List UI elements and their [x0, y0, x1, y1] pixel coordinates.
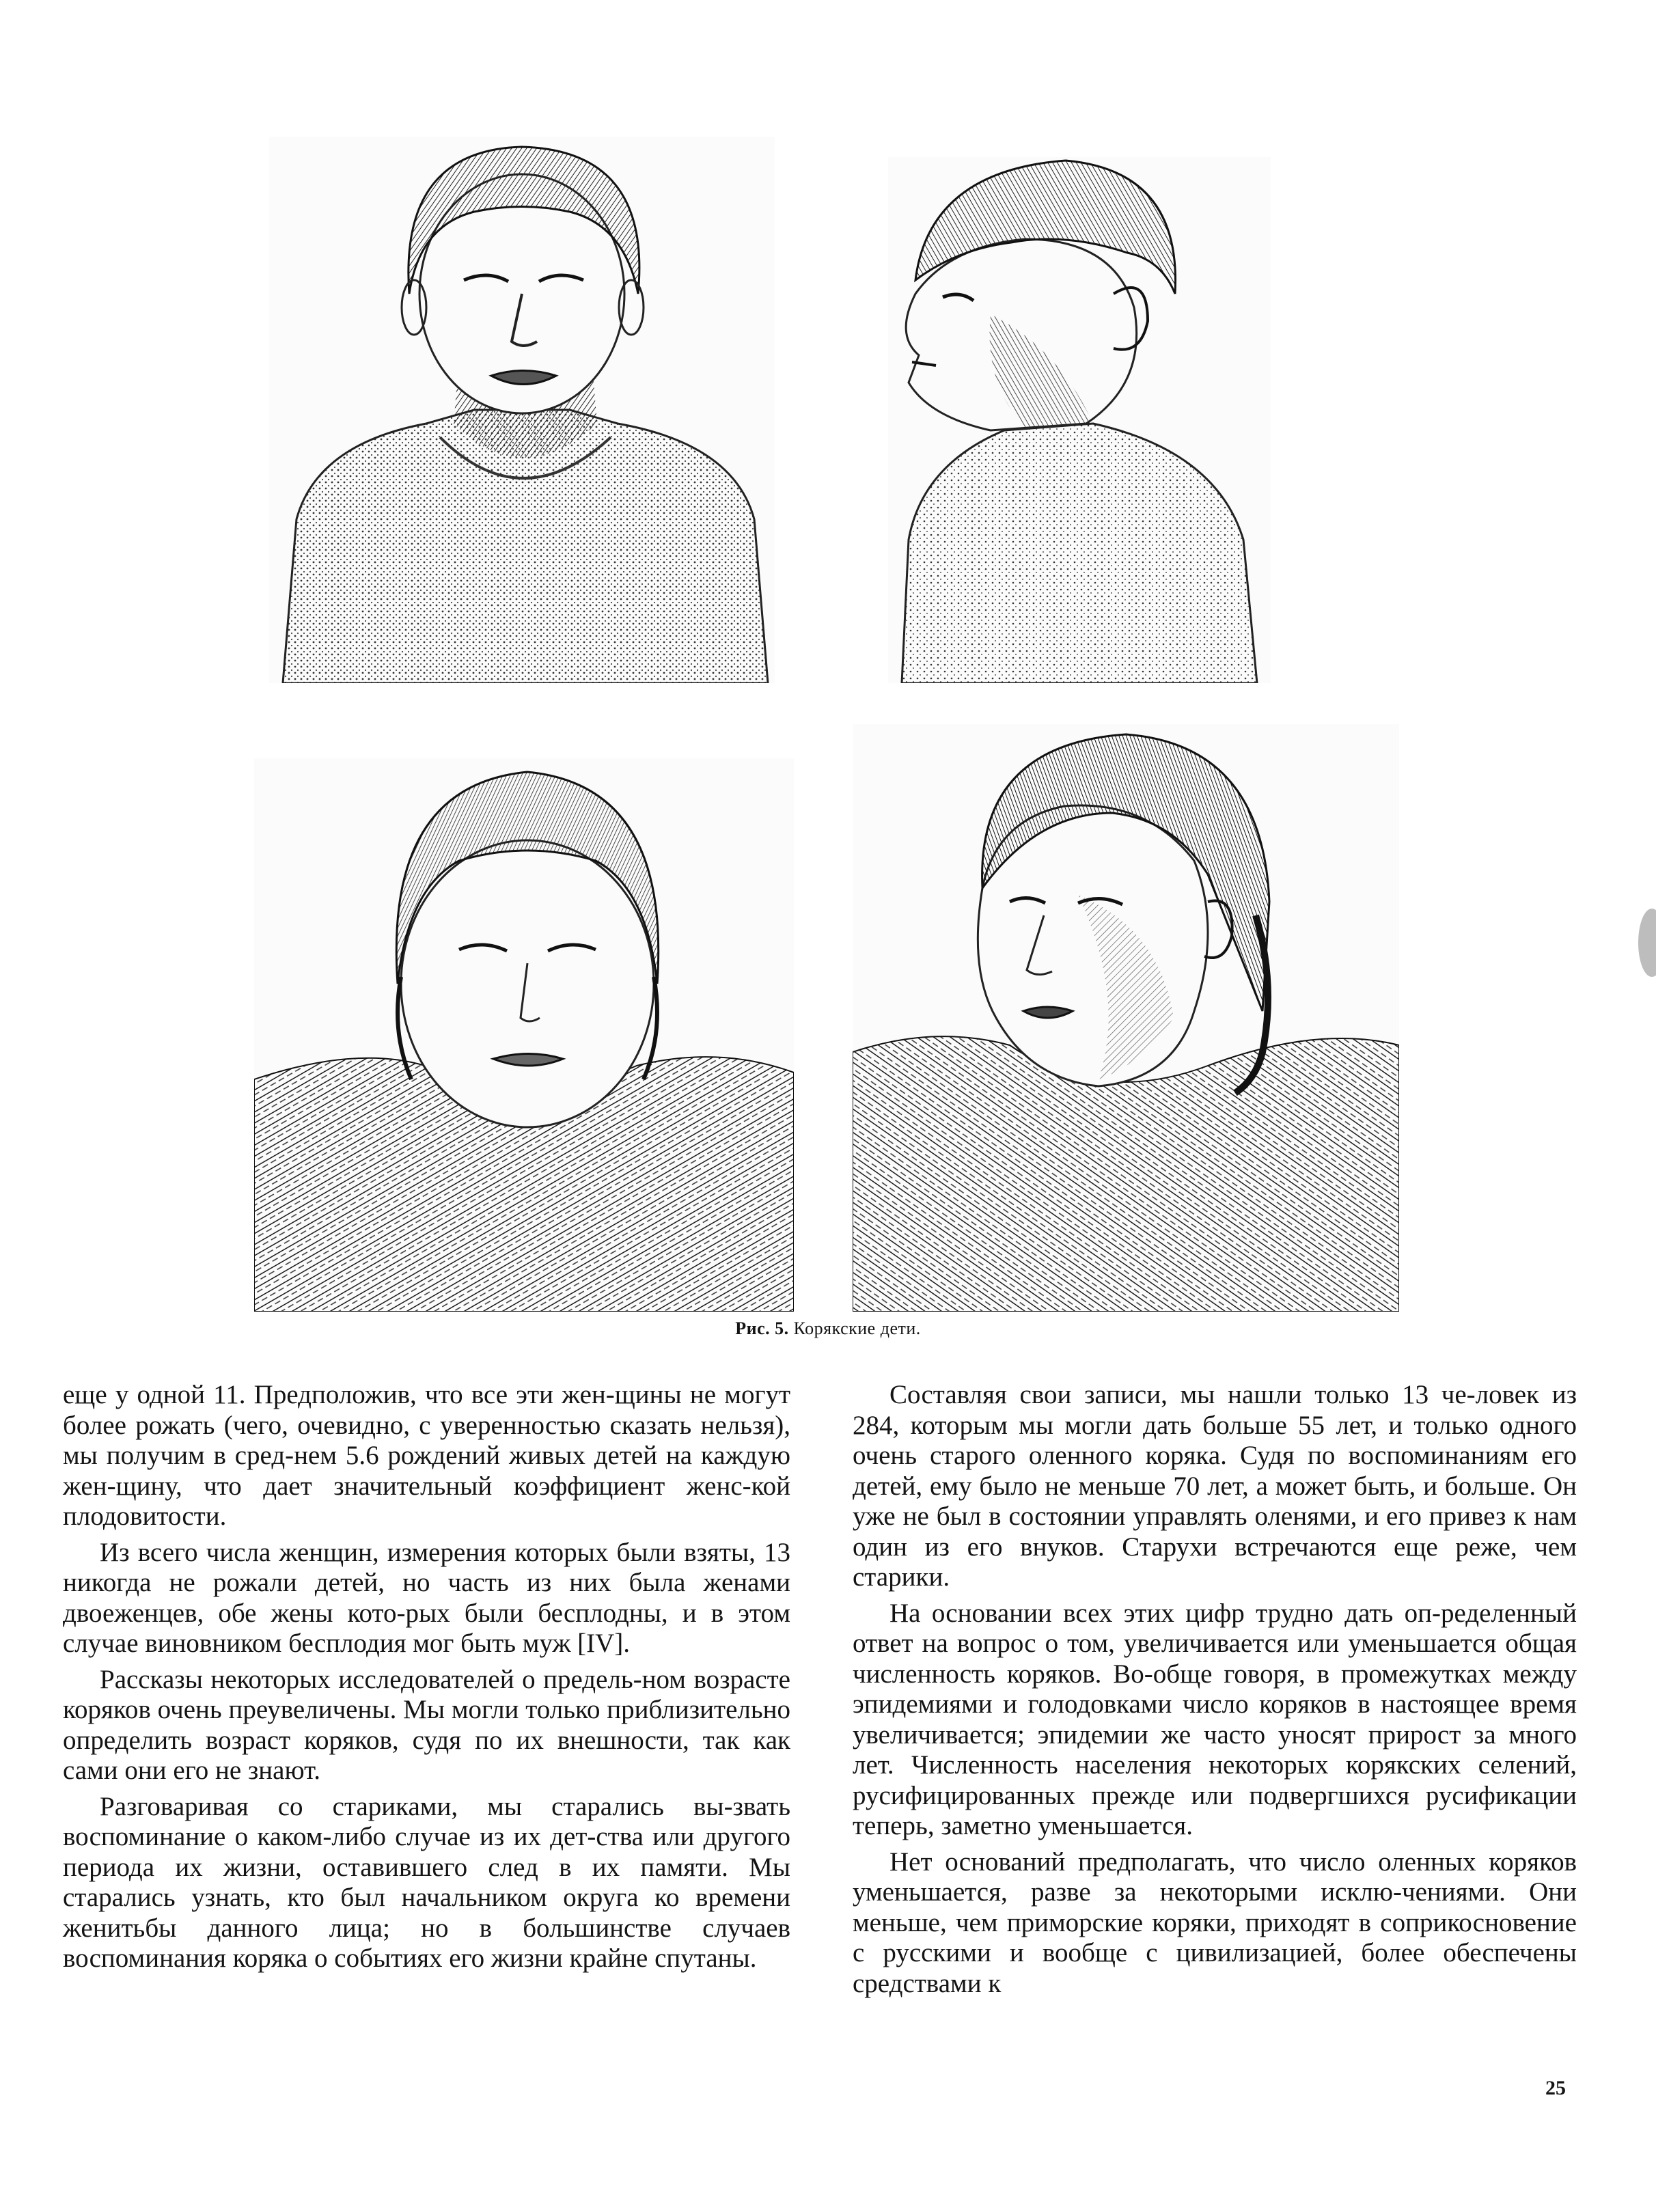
portrait-girl-three-quarter	[853, 724, 1399, 1312]
portrait-boy-profile	[888, 157, 1271, 683]
scan-edge-mark	[1638, 909, 1656, 977]
left-column	[63, 1380, 790, 1980]
paragraph: Из всего числа женщин, измерения которых были взяты, 13 никогда не рожали детей, но часть из них была женами двоеженцев, обе жены кото-рых были бесплодны, и в этом случае виновником бесплодия мог быть муж [IV].	[63, 1537, 790, 1658]
portrait-boy-profile-icon	[888, 157, 1271, 683]
portrait-boy-front	[269, 137, 775, 683]
portrait-girl-front-icon	[254, 758, 794, 1312]
paragraph: На основании всех этих цифр трудно дать оп-ределенный ответ на вопрос о том, увеличивается или уменьшается общая численность коряков. Во-обще говоря, в промежутках между эпидемиями и голодовками число коряков в настоящее время увеличивается; эпидемии же часто уносят прирост за много лет. Численность населения некоторых корякских селений, русифицированных прежде или подвергшихся русификации теперь, заметно уменьшается.	[853, 1598, 1577, 1840]
paragraph: Рассказы некоторых исследователей о предель-ном возрасте коряков очень преувеличены. Мы могли только приблизительно определить возраст коряков, судя по их внешности, так как сами они его не знают.	[63, 1664, 790, 1785]
paragraph: Разговаривая со стариками, мы старались вы-звать воспоминание о каком-либо случае из их дет-ства или другого периода их жизни, оставившего след в их памяти. Мы старались узнать, кто был начальником округа ко времени женитьбы данного лица; но в большинстве случаев воспоминания коряка о событиях его жизни крайне спутаны.	[63, 1791, 790, 1973]
portrait-boy-front-icon	[269, 137, 775, 683]
figure-caption-label: Рис. 5.	[735, 1318, 789, 1338]
page-number: 25	[1545, 2077, 1566, 2099]
right-column	[853, 1380, 1577, 2004]
paragraph: еще у одной 11. Предположив, что все эти жен-щины не могут более рожать (чего, очевидно, с уверенностью сказать нельзя), мы получим в сред-нем 5.6 рождений живых детей на каждую жен-щину, что дает значительный коэффициент женс-кой плодовитости.	[63, 1380, 790, 1531]
portrait-girl-three-quarter-icon	[853, 724, 1399, 1312]
paragraph: Нет оснований предполагать, что число оленных коряков уменьшается, разве за некоторыми исклю-чениями. Они меньше, чем приморские коряки, приходят в соприкосновение с русскими и вообще с цивилизацией, более обеспечены средствами к	[853, 1847, 1577, 1998]
paragraph: Составляя свои записи, мы нашли только 13 че-ловек из 284, которым мы могли дать больше 55 лет, и только одного очень старого оленного коряка. Судя по воспоминаниям его детей, ему было не меньше 70 лет, а может быть, и больше. Он уже не был в состоянии управлять оленями, и его привез к нам один из его внуков. Старухи встречаются еще реже, чем старики.	[853, 1380, 1577, 1592]
portrait-girl-front	[254, 758, 794, 1312]
figure-caption-text: Корякские дети.	[793, 1318, 921, 1338]
figure-caption	[0, 1318, 1656, 1339]
